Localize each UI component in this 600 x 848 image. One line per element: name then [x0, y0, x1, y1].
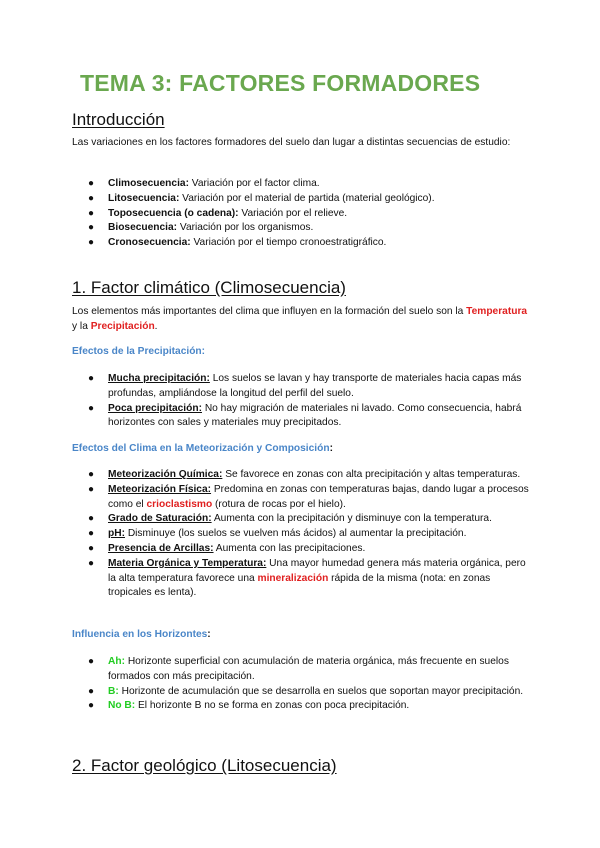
horizons-list: [72, 655, 534, 714]
bullet-icon: ●: [88, 469, 95, 480]
section1-heading: 1. Factor climático (Climosecuencia): [72, 278, 346, 297]
bullet-icon: ●: [88, 656, 95, 667]
precipitacion-highlight: Precipitación: [90, 321, 155, 332]
bullet-icon: ●: [88, 178, 95, 189]
bullet-icon: ●: [88, 373, 95, 384]
climate-effects-heading: Efectos del Clima en la Meteorización y Composición:: [72, 443, 333, 454]
intro-heading: Introducción: [72, 110, 165, 129]
bullet-icon: ●: [88, 402, 95, 414]
horizons-heading: Influencia en los Horizontes:: [72, 629, 211, 640]
list-item: ● Biosecuencia: Variación por los organismos.: [72, 221, 534, 236]
section2-heading: 2. Factor geológico (Litosecuencia): [72, 756, 337, 775]
page-title: TEMA 3: FACTORES FORMADORES: [80, 70, 481, 96]
bullet-icon: ●: [88, 207, 95, 219]
bullet-icon: ●: [88, 192, 95, 204]
list-item: ● Grado de Saturación: Aumenta con la precipitación y disminuye con la temperatura.: [72, 512, 534, 527]
list-item: ● Mucha precipitación: Los suelos se lavan y hay transporte de materiales hacia capas más profundas, ampliándose la longitud del perfil del suelo.: [88, 373, 522, 399]
list-item: ● Materia Orgánica y Temperatura: Una mayor humedad genera más materia orgánica, pero la alta temperatura favorece una mineralización rápida de la misma (nota: en zonas tropicales es lenta).: [88, 557, 526, 599]
list-item: ● Climosecuencia: Variación por el factor clima.: [72, 177, 534, 192]
list-item: ● Meteorización Química: Se favorece en zonas con alta precipitación y altas temperaturas.: [72, 468, 534, 483]
bullet-icon: ●: [88, 237, 95, 249]
list-item: ● Toposecuencia (o cadena): Variación por el relieve.: [72, 207, 534, 222]
bullet-icon: ●: [88, 513, 95, 525]
bullet-icon: ●: [88, 557, 95, 569]
bullet-icon: ●: [88, 528, 95, 540]
list-item: ● B: Horizonte de acumulación que se desarrolla en suelos que soportan mayor precipitación.: [72, 685, 534, 700]
bullet-icon: ●: [88, 222, 95, 234]
list-item: ● Cronosecuencia: Variación por el tiempo cronoestratigráfico.: [72, 236, 534, 251]
temperatura-highlight: Temperatura: [466, 306, 528, 317]
list-item: ● Litosecuencia: Variación por el material de partida (material geológico).: [72, 192, 534, 207]
intro-paragraph: Las variaciones en los factores formadores del suelo dan lugar a distintas secuencias de estudio:: [72, 137, 511, 148]
bullet-icon: ●: [88, 483, 95, 495]
precipitation-list: [72, 372, 534, 431]
intro-list: [72, 177, 534, 251]
list-item: ● pH: Disminuye (los suelos se vuelven más ácidos) al aumentar la precipitación.: [72, 527, 534, 542]
list-item: ● No B: El horizonte B no se forma en zonas con poca precipitación.: [72, 699, 534, 714]
bullet-icon: ●: [88, 542, 95, 554]
section1-paragraph: Los elementos más importantes del clima que influyen en la formación del suelo son la Temperatura y la Precipitación.: [72, 306, 528, 332]
bullet-icon: ●: [88, 685, 95, 697]
climate-effects-list: [72, 468, 534, 601]
bullet-icon: ●: [88, 700, 95, 712]
list-item: ● Ah: Horizonte superficial con acumulación de materia orgánica, más frecuente en suelos formados con más precipitación.: [88, 656, 509, 682]
list-item: ● Presencia de Arcillas: Aumenta con las precipitaciones.: [72, 542, 534, 557]
precipitation-effects-heading: Efectos de la Precipitación:: [72, 346, 206, 357]
list-item: ● Poca precipitación: No hay migración de materiales ni lavado. Como consecuencia, habrá horizontes con sales y materiales muy precipitados.: [88, 402, 522, 429]
list-item: ● Meteorización Física: Predomina en zonas con temperaturas bajas, dando lugar a procesos como el crioclastismo (rotura de rocas por el hielo).: [88, 483, 529, 510]
